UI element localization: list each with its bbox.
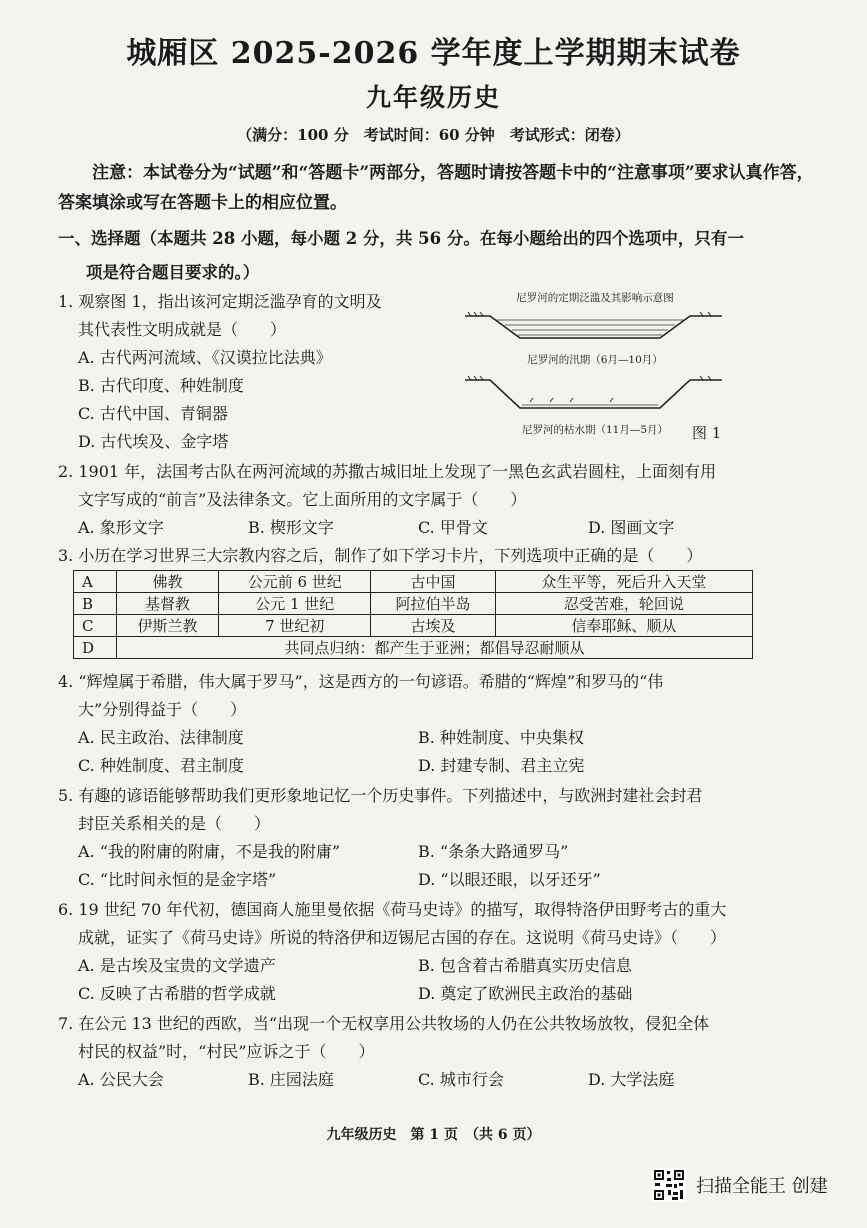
question-5 — [58, 782, 818, 894]
q1-option-a: A. 古代两河流域、《汉谟拉比法典》 — [78, 348, 332, 367]
question-4 — [58, 668, 818, 780]
table-cell: 阿拉伯半岛 — [371, 593, 495, 615]
table-cell: 7 世纪初 — [219, 615, 371, 637]
table-cell: 忍受苦难，轮回说 — [495, 593, 752, 615]
question-7 — [58, 1010, 818, 1094]
q7-options — [58, 1066, 818, 1094]
section-heading-line1: 一、选择题（本题共 28 小题，每小题 2 分，共 56 分。在每小题给出的四个选项中，只有一 — [58, 229, 744, 248]
table-cell: 信奉耶稣、顺从 — [495, 615, 752, 637]
q1-stem-line2: 其代表性文明成就是（ ） — [78, 320, 287, 339]
q7-option-a: A. 公民大会 — [78, 1070, 164, 1089]
scanner-watermark — [652, 1168, 828, 1202]
q5-options-row2 — [58, 866, 818, 894]
figure-title: 尼罗河的定期泛滥及其影响示意图 — [516, 292, 674, 304]
q5-options-row1 — [58, 838, 818, 866]
q7-option-d: D. 大学法庭 — [588, 1070, 675, 1089]
q4-option-a: A. 民主政治、法律制度 — [78, 728, 244, 747]
nile-flood-figure — [460, 288, 730, 448]
q6-option-c: C. 反映了古希腊的哲学成就 — [78, 984, 276, 1003]
q7-stem-line1: 7. 在公元 13 世纪的西欧，当“出现一个无权享用公共牧场的人仍在公共牧场放牧，侵犯全体 — [58, 1014, 710, 1033]
table-cell: 众生平等，死后升入天堂 — [495, 571, 752, 593]
q6-option-b: B. 包含着古希腊真实历史信息 — [418, 956, 632, 975]
q5-option-d: D. “以眼还眼，以牙还牙” — [418, 870, 601, 889]
q6-stem-line2: 成就，证实了《荷马史诗》所说的特洛伊和迈锡尼古国的存在。这说明《荷马史诗》（ ） — [78, 928, 727, 947]
q5-option-a: A. “我的附庸的附庸，不是我的附庸” — [78, 842, 341, 861]
q5-option-b: B. “条条大路通罗马” — [418, 842, 569, 861]
q4-option-c: C. 种姓制度、君主制度 — [78, 756, 244, 775]
table-cell: 公元 1 世纪 — [219, 593, 371, 615]
section-heading-line2: 项是符合题目要求的。） — [86, 263, 260, 282]
q6-options-row2 — [58, 980, 818, 1008]
table-row — [74, 615, 753, 637]
exam-title: 城厢区 2025-2026 学年度上学期期末试卷 — [126, 36, 741, 71]
q2-option-a: A. 象形文字 — [78, 518, 164, 537]
table-cell: 基督教 — [117, 593, 219, 615]
table-cell: B — [74, 593, 117, 615]
table-row — [74, 637, 753, 659]
q4-stem-line1: 4. “辉煌属于希腊，伟大属于罗马”，这是西方的一句谚语。希腊的“辉煌”和罗马的“伟 — [58, 672, 664, 691]
question-6 — [58, 896, 818, 1008]
table-cell: 古埃及 — [371, 615, 495, 637]
q5-option-c: C. “比时间永恒的是金字塔” — [78, 870, 277, 889]
q2-options — [58, 514, 818, 542]
q7-option-b: B. 庄园法庭 — [248, 1070, 334, 1089]
q4-stem-line2: 大”分别得益于（ ） — [78, 700, 247, 719]
question-2 — [58, 458, 818, 542]
nile-flood-diagram — [460, 308, 730, 348]
q1-stem-line1: 1. 观察图 1，指出该河定期泛滥孕育的文明及 — [58, 292, 382, 311]
q3-card-table — [73, 570, 753, 659]
scanner-watermark-text: 扫描全能王 创建 — [696, 1176, 828, 1197]
figure-dry-caption: 尼罗河的枯水期（11月—5月） — [521, 424, 669, 436]
q4-options-row2 — [58, 752, 818, 780]
q1-option-b: B. 古代印度、种姓制度 — [78, 376, 244, 395]
exam-subtitle: 九年级历史 — [365, 83, 501, 112]
q6-option-a: A. 是古埃及宝贵的文学遗产 — [78, 956, 276, 975]
q2-option-d: D. 图画文字 — [588, 518, 675, 537]
exam-meta: （满分：100 分 考试时间：60 分钟 考试形式：闭卷） — [237, 126, 630, 144]
table-row — [74, 571, 753, 593]
figure-flood-caption: 尼罗河的汛期（6月—10月） — [527, 354, 663, 366]
q6-option-d: D. 奠定了欧洲民主政治的基础 — [418, 984, 633, 1003]
q6-options-row1 — [58, 952, 818, 980]
figure-label: 图 1 — [692, 424, 722, 442]
page-footer: 九年级历史 第 1 页 （共 6 页） — [326, 1127, 541, 1143]
table-cell: 伊斯兰教 — [117, 615, 219, 637]
q1-option-d: D. 古代埃及、金字塔 — [78, 432, 229, 451]
question-3 — [58, 542, 818, 570]
table-cell: D — [74, 637, 117, 659]
table-row — [74, 593, 753, 615]
table-cell: 共同点归纳：都产生于亚洲；都倡导忍耐顺从 — [117, 637, 753, 659]
q2-option-c: C. 甲骨文 — [418, 518, 488, 537]
q3-stem: 3. 小历在学习世界三大宗教内容之后，制作了如下学习卡片，下列选项中正确的是（ ） — [58, 546, 703, 565]
q4-option-d: D. 封建专制、君主立宪 — [418, 756, 585, 775]
q7-option-c: C. 城市行会 — [418, 1070, 504, 1089]
q2-stem-line2: 文字写成的“前言”及法律条文。它上面所用的文字属于（ ） — [78, 490, 527, 509]
q2-stem-line1: 2. 1901 年，法国考古队在两河流域的苏撒古城旧址上发现了一黑色玄武岩圆柱，上面刻有用 — [58, 462, 717, 481]
table-cell: 公元前 6 世纪 — [219, 571, 371, 593]
table-cell: C — [74, 615, 117, 637]
q5-stem-line2: 封臣关系相关的是（ ） — [78, 814, 271, 833]
table-cell: 古中国 — [371, 571, 495, 593]
q5-stem-line1: 5. 有趣的谚语能够帮助我们更形象地记忆一个历史事件。下列描述中，与欧洲封建社会封君 — [58, 786, 703, 805]
nile-dry-diagram — [460, 372, 730, 418]
notice-text: 注意：本试卷分为“试题”和“答题卡”两部分，答题时请按答题卡中的“注意事项”要求认真作答，答案填涂或写在答题卡上的相应位置。 — [58, 163, 814, 213]
q6-stem-line1: 6. 19 世纪 70 年代初，德国商人施里曼依据《荷马史诗》的描写，取得特洛伊田野考古的重大 — [58, 900, 727, 919]
table-cell: 佛教 — [117, 571, 219, 593]
q1-option-c: C. 古代中国、青铜器 — [78, 404, 228, 423]
q4-options-row1 — [58, 724, 818, 752]
table-cell: A — [74, 571, 117, 593]
section-heading — [58, 222, 818, 290]
qr-code-icon — [652, 1168, 686, 1202]
q7-stem-line2: 村民的权益”时，“村民”应诉之于（ ） — [78, 1042, 375, 1061]
q4-option-b: B. 种姓制度、中央集权 — [418, 728, 584, 747]
q2-option-b: B. 楔形文字 — [248, 518, 334, 537]
